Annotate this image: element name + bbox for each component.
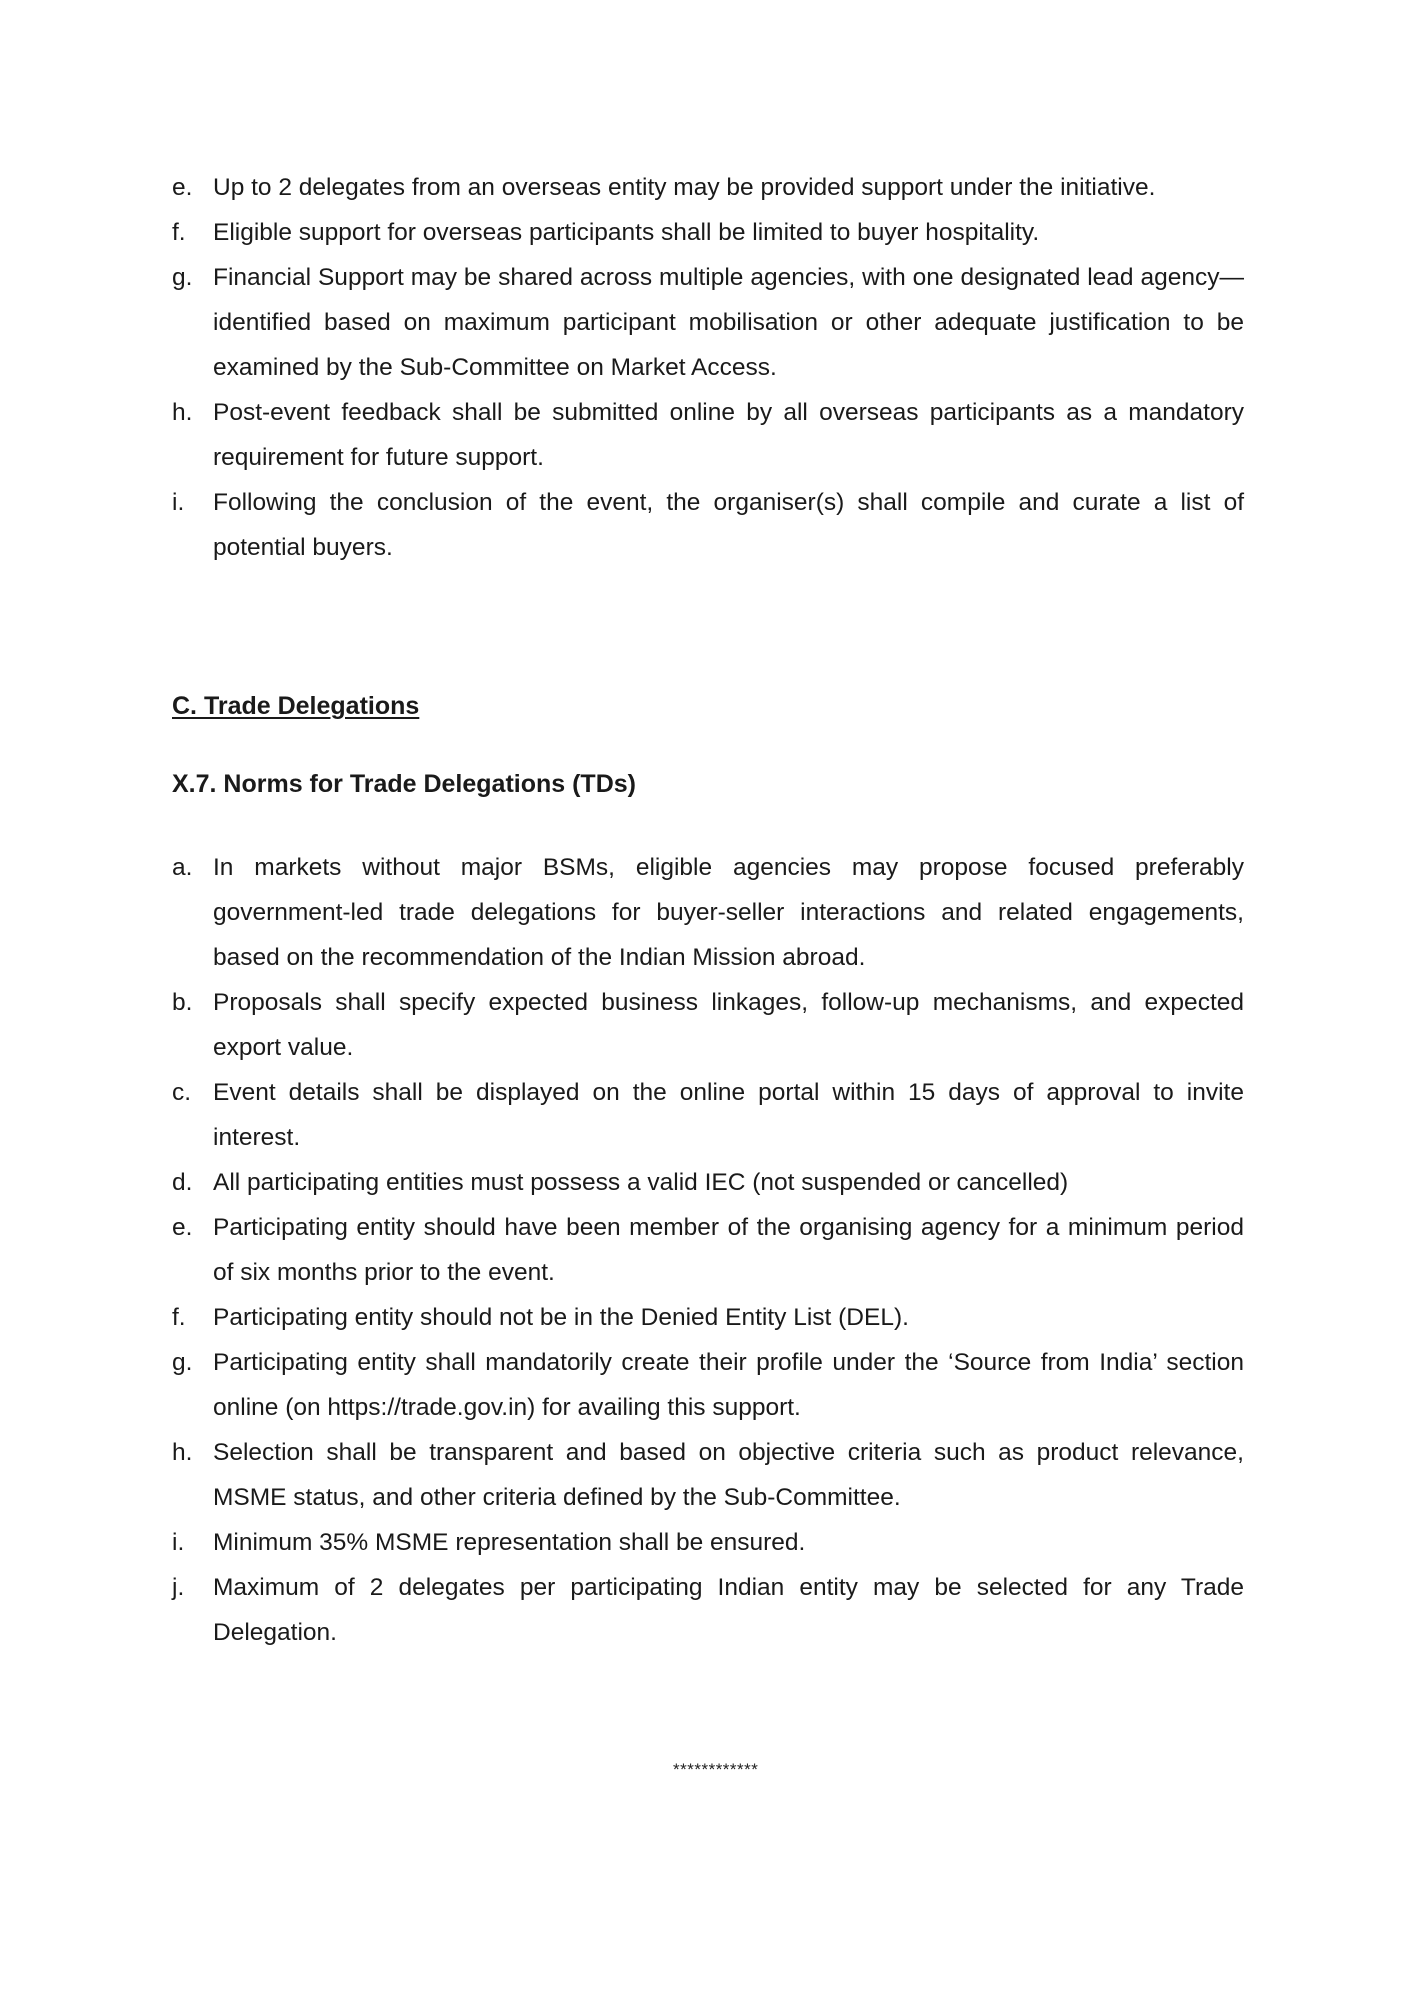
section-heading: C. Trade Delegations bbox=[172, 692, 420, 720]
list-item bbox=[172, 1520, 1244, 1565]
list-marker: a. bbox=[172, 854, 193, 881]
list-item bbox=[172, 480, 1244, 570]
list-marker: i. bbox=[172, 489, 185, 516]
list-marker: e. bbox=[172, 174, 193, 201]
list-item bbox=[172, 980, 1244, 1070]
list-item bbox=[172, 1160, 1244, 1205]
td-norms-list bbox=[172, 845, 1244, 1655]
list-item bbox=[172, 1295, 1244, 1340]
list-item bbox=[172, 1070, 1244, 1160]
list-item-text: Event details shall be displayed on the online portal within 15 days of approval to invite interest. bbox=[213, 1079, 1244, 1151]
list-marker: j. bbox=[172, 1574, 185, 1601]
list-item bbox=[172, 390, 1244, 480]
list-marker: g. bbox=[172, 1349, 193, 1376]
list-item bbox=[172, 1430, 1244, 1520]
list-item-text: Participating entity should not be in the Denied Entity List (DEL). bbox=[213, 1304, 909, 1331]
list-item-text: Eligible support for overseas participants shall be limited to buyer hospitality. bbox=[213, 219, 1040, 246]
list-marker: i. bbox=[172, 1529, 185, 1556]
list-item-text: Minimum 35% MSME representation shall be ensured. bbox=[213, 1529, 806, 1556]
list-item bbox=[172, 1340, 1244, 1430]
list-item-text: Post-event feedback shall be submitted online by all overseas participants as a mandatory requirement for future support. bbox=[213, 399, 1244, 471]
list-item bbox=[172, 1205, 1244, 1295]
list-item-text: Participating entity should have been member of the organising agency for a minimum period of six months prior to the event. bbox=[213, 1214, 1244, 1286]
list-item-text: In markets without major BSMs, eligible agencies may propose focused preferably government-led trade delegations for buyer-seller interactions and related engagements, based on the recommendation of the Indian Mission abroad. bbox=[213, 854, 1244, 971]
list-item bbox=[172, 845, 1244, 980]
list-item-text: Following the conclusion of the event, the organiser(s) shall compile and curate a list of potential buyers. bbox=[213, 489, 1244, 561]
list-marker: d. bbox=[172, 1169, 193, 1196]
sub-heading: X.7. Norms for Trade Delegations (TDs) bbox=[172, 770, 636, 798]
list-item-text: Financial Support may be shared across multiple agencies, with one designated lead agency—identified based on maximum participant mobilisation or other adequate justification to be examined by the Sub-Committee on Market Access. bbox=[213, 264, 1244, 381]
list-item-text: Proposals shall specify expected business linkages, follow-up mechanisms, and expected export value. bbox=[213, 989, 1244, 1061]
list-marker: g. bbox=[172, 264, 193, 291]
section-separator: ************ bbox=[673, 1760, 759, 1779]
list-item bbox=[172, 210, 1244, 255]
list-item bbox=[172, 1565, 1244, 1655]
list-item-text: All participating entities must possess a valid IEC (not suspended or cancelled) bbox=[213, 1169, 1069, 1196]
list-marker: h. bbox=[172, 399, 193, 426]
list-item bbox=[172, 165, 1244, 210]
list-marker: e. bbox=[172, 1214, 193, 1241]
list-item-text: Selection shall be transparent and based on objective criteria such as product relevance, MSME status, and other criteria defined by the Sub-Committee. bbox=[213, 1439, 1244, 1511]
list-item-text: Maximum of 2 delegates per participating Indian entity may be selected for any Trade Delegation. bbox=[213, 1574, 1244, 1646]
list-marker: f. bbox=[172, 1304, 186, 1331]
list-item bbox=[172, 255, 1244, 390]
list-item-text: Participating entity shall mandatorily create their profile under the ‘Source from India’ section online (on https://trade.gov.in) for availing this support. bbox=[213, 1349, 1244, 1421]
list-marker: b. bbox=[172, 989, 193, 1016]
list-item-text: Up to 2 delegates from an overseas entity may be provided support under the initiative. bbox=[213, 174, 1156, 201]
list-marker: c. bbox=[172, 1079, 192, 1106]
list-marker: h. bbox=[172, 1439, 193, 1466]
list-marker: f. bbox=[172, 219, 186, 246]
continued-list bbox=[172, 165, 1244, 570]
